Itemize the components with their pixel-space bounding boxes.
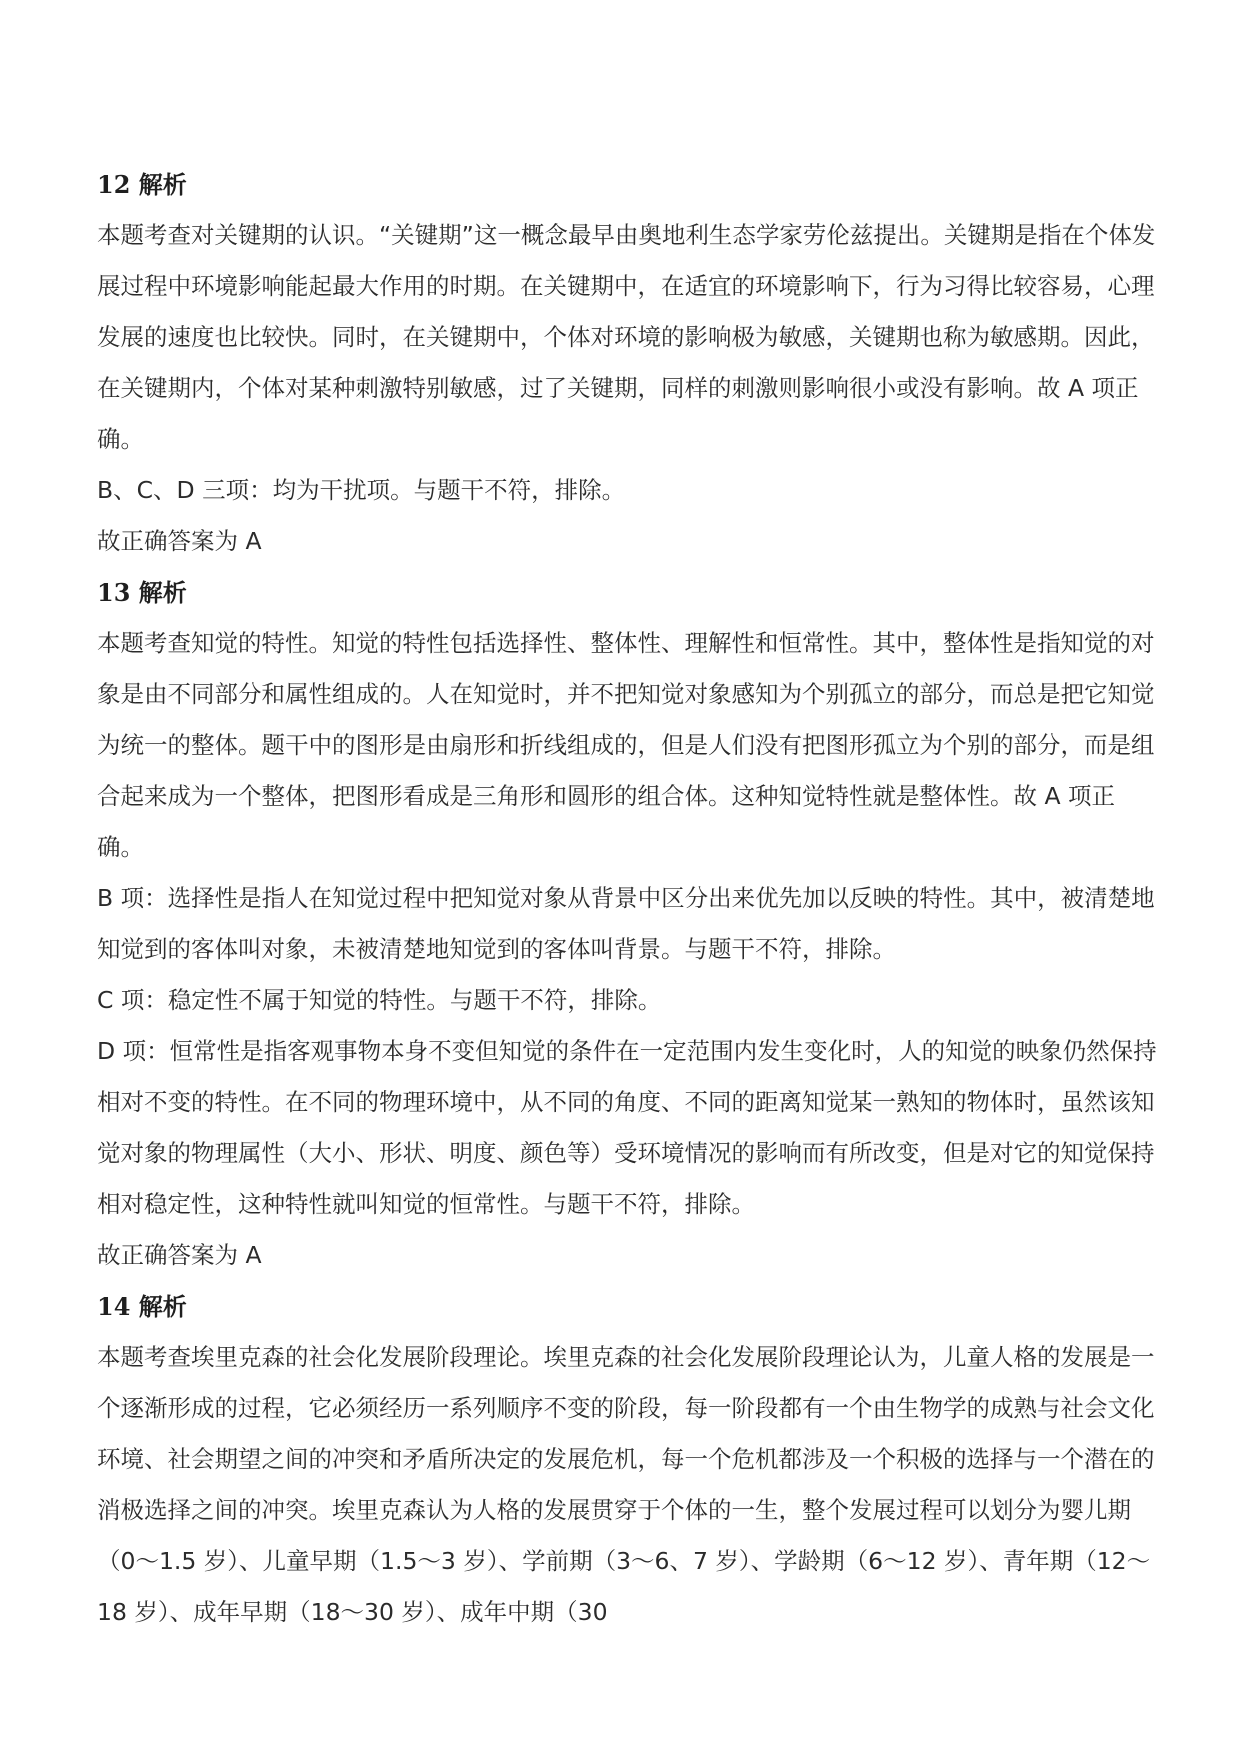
answer-line: 故正确答案为 A — [97, 527, 262, 555]
answer-line: 故正确答案为 A — [97, 1241, 262, 1269]
paragraph: B 项：选择性是指人在知觉过程中把知觉对象从背景中区分出来优先加以反映的特性。其中，被清楚地知觉到的客体叫对象，未被清楚地知觉到的客体叫背景。与题干不符，排除。 — [97, 884, 1155, 963]
section-heading: 14 解析 — [97, 1292, 187, 1321]
section-14 — [97, 1281, 1157, 1638]
paragraph: 本题考查埃里克森的社会化发展阶段理论。埃里克森的社会化发展阶段理论认为，儿童人格的发展是一个逐渐形成的过程，它必须经历一系列顺序不变的阶段，每一阶段都有一个由生物学的成熟与社会文化环境、社会期望之间的冲突和矛盾所决定的发展危机，每一个危机都涉及一个积极的选择与一个潜在的消极选择之间的冲突。埃里克森认为人格的发展贯穿于个体的一生，整个发展过程可以划分为婴儿期（0～1.5 岁）、儿童早期（1.5～3 岁）、学前期（3～6、7 岁）、学龄期（6～12 岁）、青年期（12～18 岁）、成年早期（18～30 岁）、成年中期（30 — [97, 1343, 1155, 1626]
paragraph: C 项：稳定性不属于知觉的特性。与题干不符，排除。 — [97, 986, 662, 1014]
section-heading: 13 解析 — [97, 578, 187, 607]
paragraph: 本题考查对关键期的认识。“关键期”这一概念最早由奥地利生态学家劳伦兹提出。关键期是指在个体发展过程中环境影响能起最大作用的时期。在关键期中，在适宜的环境影响下，行为习得比较容易，心理发展的速度也比较快。同时，在关键期中，个体对环境的影响极为敏感，关键期也称为敏感期。因此，在关键期内，个体对某种刺激特别敏感，过了关键期，同样的刺激则影响很小或没有影响。故 A 项正确。 — [97, 221, 1156, 453]
paragraph: D 项：恒常性是指客观事物本身不变但知觉的条件在一定范围内发生变化时，人的知觉的映象仍然保持相对不变的特性。在不同的物理环境中，从不同的角度、不同的距离知觉某一熟知的物体时，虽然该知觉对象的物理属性（大小、形状、明度、颜色等）受环境情况的影响而有所改变，但是对它的知觉保持相对稳定性，这种特性就叫知觉的恒常性。与题干不符，排除。 — [97, 1037, 1157, 1218]
document-page — [97, 159, 1157, 1638]
paragraph: 本题考查知觉的特性。知觉的特性包括选择性、整体性、理解性和恒常性。其中，整体性是指知觉的对象是由不同部分和属性组成的。人在知觉时，并不把知觉对象感知为个别孤立的部分，而总是把它知觉为统一的整体。题干中的图形是由扇形和折线组成的，但是人们没有把图形孤立为个别的部分，而是组合起来成为一个整体，把图形看成是三角形和圆形的组合体。这种知觉特性就是整体性。故 A 项正确。 — [97, 629, 1155, 861]
section-13 — [97, 567, 1157, 1281]
section-12 — [97, 159, 1157, 567]
paragraph: B、C、D 三项：均为干扰项。与题干不符，排除。 — [97, 476, 626, 504]
section-heading: 12 解析 — [97, 170, 187, 199]
